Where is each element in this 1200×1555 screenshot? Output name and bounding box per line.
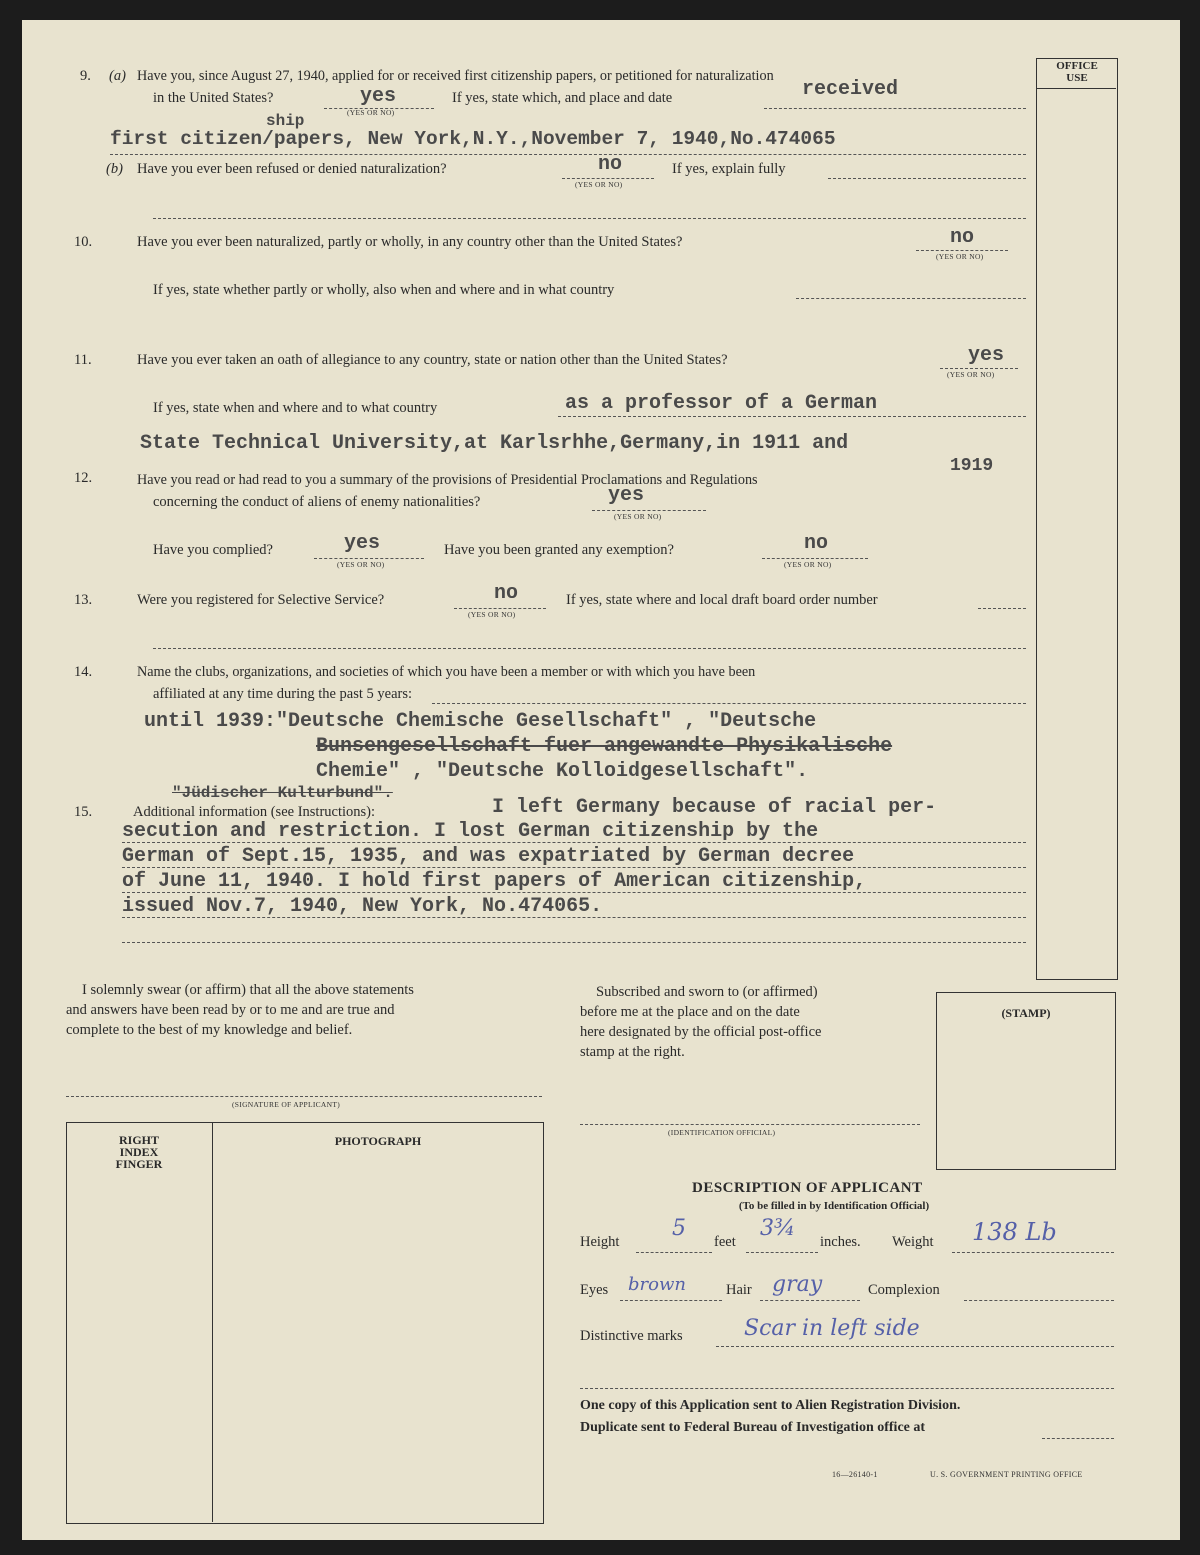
q9a-text2: in the United States?	[153, 90, 274, 106]
q15-line-a	[122, 842, 1026, 843]
subscribed-line3: here designated by the official post-office	[580, 1024, 822, 1040]
q13-answer: no	[494, 582, 519, 605]
q12-number: 12.	[74, 470, 93, 486]
q15-line1: I left Germany because of racial per-	[492, 796, 937, 819]
description-title: DESCRIPTION OF APPLICANT	[692, 1180, 923, 1196]
q10-yes-no-label: (YES OR NO)	[936, 252, 984, 261]
height-inches-line	[746, 1252, 818, 1253]
copies-line1: One copy of this Application sent to Alien Registration Division.	[580, 1398, 961, 1413]
eyes-label: Eyes	[580, 1282, 609, 1298]
q11-detail-line	[558, 416, 1026, 417]
q10-detail-line	[796, 298, 1026, 299]
description-subtitle: (To be filled in by Identification Official)	[738, 1200, 930, 1212]
marks-line2	[580, 1388, 1114, 1389]
q15-line4: of June 11, 1940. I hold first papers of American citizenship,	[122, 870, 867, 893]
q13-answer-line	[454, 608, 546, 609]
q9a-answer3-line	[110, 154, 1026, 155]
signature-line	[66, 1096, 542, 1097]
q9a-answer: yes	[360, 85, 397, 108]
q13-text1: Were you registered for Selective Service?	[137, 592, 385, 608]
q14-line1	[432, 703, 1026, 704]
weight-label: Weight	[892, 1234, 934, 1250]
q11-number: 11.	[74, 352, 92, 368]
complexion-label: Complexion	[868, 1282, 940, 1298]
q9b-answer: no	[598, 153, 623, 176]
q12-exemption-line	[762, 558, 868, 559]
q14-answer1: until 1939:"Deutsche Chemische Gesellschaft" , "Deutsche	[144, 710, 817, 733]
marks-value: Scar in left side	[744, 1316, 920, 1341]
q12-exemption-yes-no-label: (YES OR NO)	[784, 560, 832, 569]
subscribed-text	[580, 982, 821, 1062]
q15-line-b	[122, 867, 1026, 868]
weight-value: 138 Lb	[972, 1218, 1057, 1246]
q15-line-e	[122, 942, 1026, 943]
q14-text2: affiliated at any time during the past 5 years:	[153, 686, 413, 702]
q10-number: 10.	[74, 234, 93, 250]
eyes-value: brown	[628, 1274, 686, 1295]
subscribed-line4: stamp at the right.	[580, 1044, 685, 1060]
q9-number: 9.	[80, 68, 91, 84]
q11-answer-line	[940, 368, 1018, 369]
q15-line-c	[122, 892, 1026, 893]
finger-line3: FINGER	[115, 1157, 163, 1171]
q12-answer3: no	[804, 532, 829, 555]
office-use-label	[1036, 60, 1118, 84]
finger-label	[66, 1134, 212, 1170]
q10-text1: Have you ever been naturalized, partly or wholly, in any country other than the United States?	[137, 234, 683, 250]
q9a-answer2: received	[802, 78, 899, 101]
inches-label: inches.	[820, 1234, 861, 1250]
q12-complied-line	[314, 558, 424, 559]
marks-line	[716, 1346, 1114, 1347]
finger-line1: RIGHT	[118, 1133, 159, 1147]
fbi-office-line	[1042, 1438, 1114, 1439]
oath-line2: and answers have been read by or to me and are true and	[66, 1002, 395, 1018]
q9b-explain-line	[828, 178, 1026, 179]
finger-photo-divider	[212, 1122, 213, 1522]
q10-text2: If yes, state whether partly or wholly, also when and where and in what country	[153, 282, 615, 298]
q11-answer: yes	[968, 344, 1005, 367]
q15-text1: Additional information (see Instructions):	[133, 804, 376, 820]
office-use-box	[1036, 58, 1118, 980]
q9a-text1: Have you, since August 27, 1940, applied for or received first citizenship papers, or petitioned for naturalization	[137, 68, 774, 84]
complexion-line	[964, 1300, 1114, 1301]
q9a-answer3: first citizen/papers, New York,N.Y.,November 7, 1940,No.474065	[110, 128, 836, 150]
q14-answer3: Chemie" , "Deutsche Kolloidgesellschaft".	[316, 760, 809, 783]
q14-number: 14.	[74, 664, 93, 680]
q13-yes-no-label: (YES OR NO)	[468, 610, 516, 619]
finger-photo-box	[66, 1122, 544, 1524]
office-use-line1: OFFICE	[1056, 60, 1098, 72]
q12-answer2: yes	[344, 532, 381, 555]
q12-yes-no-label: (YES OR NO)	[614, 512, 662, 521]
hair-line	[760, 1300, 860, 1301]
eyes-line	[620, 1300, 722, 1301]
q13-text2: If yes, state where and local draft board order number	[566, 592, 878, 608]
q9a-text3: If yes, state which, and place and date	[452, 90, 673, 106]
q14-text1: Name the clubs, organizations, and societies of which you have been a member or with which you have been	[137, 664, 756, 680]
finger-line2: INDEX	[119, 1145, 159, 1159]
office-use-divider	[1036, 88, 1116, 89]
q9b-text: Have you ever been refused or denied naturalization?	[137, 161, 447, 177]
oath-text	[66, 980, 414, 1040]
q12-text2: concerning the conduct of aliens of enemy nationalities?	[153, 494, 481, 510]
marks-label: Distinctive marks	[580, 1328, 683, 1344]
q9a-answer3-insert: ship	[266, 112, 305, 130]
hair-label: Hair	[726, 1282, 752, 1298]
q12-text1: Have you read or had read to you a summary of the provisions of Presidential Proclamations and Regulations	[137, 472, 758, 488]
height-inches-value: 3¾	[760, 1216, 796, 1241]
q14-answer4: "Jüdischer Kulturbund".	[172, 784, 393, 802]
q12-complied-yes-no-label: (YES OR NO)	[337, 560, 385, 569]
official-line	[580, 1124, 920, 1125]
q12-answer-line	[592, 510, 706, 511]
q9b-yes-no-label: (YES OR NO)	[575, 180, 623, 189]
feet-label: feet	[714, 1234, 736, 1250]
photograph-label: PHOTOGRAPH	[334, 1134, 422, 1148]
hair-value: gray	[772, 1272, 823, 1297]
oath-line1: I solemnly swear (or affirm) that all the above statements	[82, 982, 414, 998]
q15-line-d	[122, 917, 1026, 918]
stamp-label: (STAMP)	[1001, 1006, 1051, 1020]
q14-answer2: Bunsengesellschaft fuer angewandte Physikalische	[316, 735, 893, 758]
q12-text3: Have you complied?	[153, 542, 273, 558]
q9a-label: (a)	[109, 68, 126, 84]
height-feet-value: 5	[672, 1216, 686, 1241]
oath-line3: complete to the best of my knowledge and belief.	[66, 1022, 353, 1038]
q12-answer: yes	[608, 484, 645, 507]
q11-text1: Have you ever taken an oath of allegiance to any country, state or nation other than the United States?	[137, 352, 728, 368]
q13-board-line	[978, 608, 1026, 609]
office-use-line2: USE	[1066, 72, 1088, 84]
form-number: 16—26140-1	[832, 1470, 878, 1479]
q13-board-line2	[153, 648, 1026, 649]
q15-line2: secution and restriction. I lost German citizenship by the	[122, 820, 819, 843]
q9b-explain-line2	[153, 218, 1026, 219]
subscribed-line2: before me at the place and on the date	[580, 1004, 800, 1020]
official-label: (IDENTIFICATION OFFICIAL)	[668, 1128, 776, 1137]
copies-line2: Duplicate sent to Federal Bureau of Investigation office at	[580, 1420, 926, 1435]
q12-text4: Have you been granted any exemption?	[444, 542, 674, 558]
q9b-label: (b)	[106, 161, 123, 177]
subscribed-line1: Subscribed and sworn to (or affirmed)	[596, 984, 818, 1000]
q10-answer: no	[950, 226, 975, 249]
q11-text2: If yes, state when and where and to what country	[153, 400, 438, 416]
signature-label: (SIGNATURE OF APPLICANT)	[232, 1100, 341, 1109]
form-page	[22, 20, 1180, 1540]
q11-yes-no-label: (YES OR NO)	[947, 370, 995, 379]
q9a-yes-no-label: (YES OR NO)	[347, 108, 395, 117]
q10-answer-line	[916, 250, 1008, 251]
q9a-detail-line	[764, 108, 1026, 109]
height-feet-line	[636, 1252, 712, 1253]
q13-number: 13.	[74, 592, 93, 608]
q11-answer3: State Technical University,at Karlsrhhe,Germany,in 1911 and	[140, 432, 849, 455]
weight-line	[952, 1252, 1114, 1253]
q15-line3: German of Sept.15, 1935, and was expatriated by German decree	[122, 845, 855, 868]
q9b-answer-line	[562, 178, 654, 179]
q9b-text2: If yes, explain fully	[672, 161, 786, 177]
q15-line5: issued Nov.7, 1940, New York, No.474065.	[122, 895, 603, 918]
q11-answer4: 1919	[950, 456, 994, 476]
printer-label: U. S. GOVERNMENT PRINTING OFFICE	[930, 1470, 1083, 1479]
q11-answer2: as a professor of a German	[565, 392, 878, 415]
height-label: Height	[580, 1234, 620, 1250]
q15-number: 15.	[74, 804, 93, 820]
